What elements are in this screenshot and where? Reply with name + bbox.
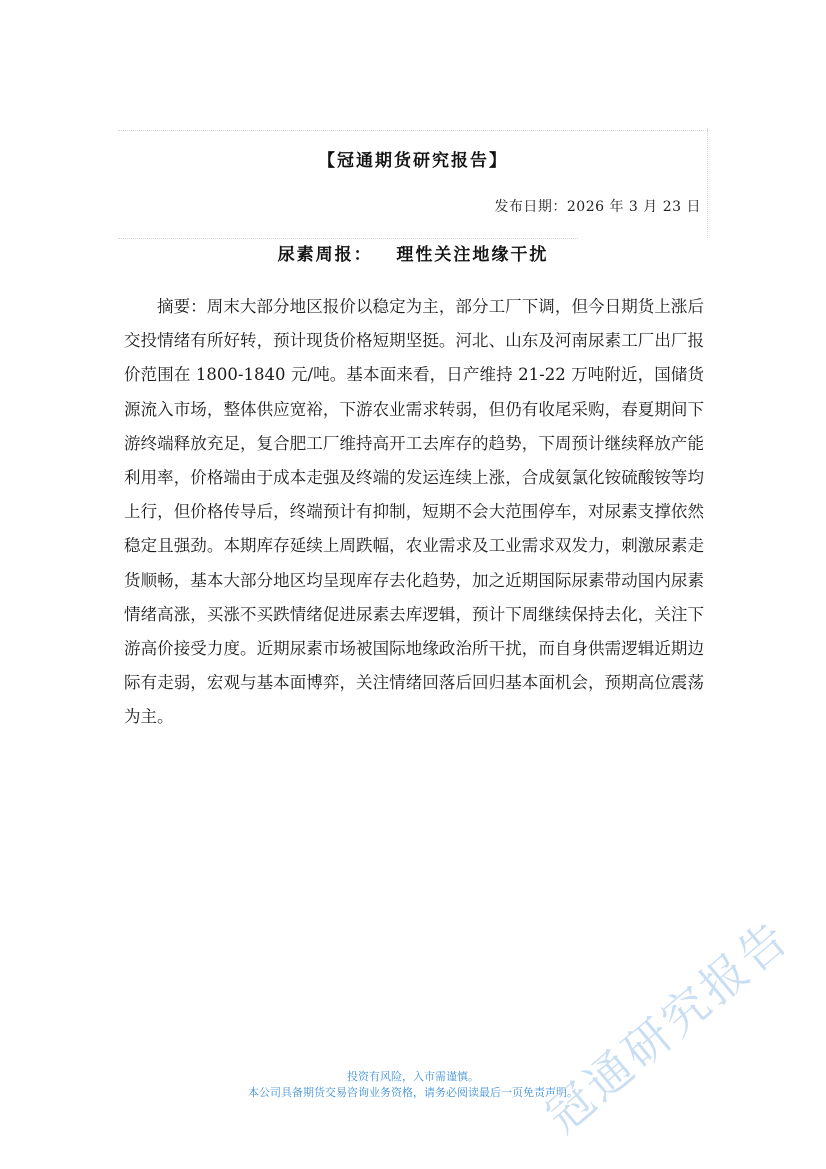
qualification-notice: 本公司具备期货交易咨询业务资格，请务必阅读最后一页免责声明。: [248, 1086, 578, 1099]
date-divider-line: [118, 238, 578, 239]
page-header-title: 【冠通期货研究报告】: [318, 151, 508, 171]
right-edge-line: [707, 128, 708, 238]
disclaimer-footer: [0, 1069, 826, 1101]
risk-warning: 投资有风险，入市需谨慎。: [347, 1070, 479, 1083]
watermark: 冠通研究报告: [535, 909, 801, 1144]
publish-date: 发布日期：2026 年 3 月 23 日: [494, 199, 701, 215]
report-abstract: 摘要：周末大部分地区报价以稳定为主，部分工厂下调，但今日期货上涨后交投情绪有所好转，预计现货价格短期坚挺。河北、山东及河南尿素工厂出厂报价范围在 1800-1840 元/吨。基本面来看，日产维持 21-22 万吨附近，国储货源流入市场，整体供应宽裕，下游农业需求转弱，但仍有收尾采购，春夏期间下游终端释放充足，复合肥工厂维持高开工去库存的趋势，下周预计继续释放产能利用率，价格端由于成本走强及终端的发运连续上涨，合成氨氯化铵硫酸铵等均上行，但价格传导后，终端预计有抑制，短期不会大范围停车，对尿素支撑依然稳定且强劲。本期库存延续上周跌幅，农业需求及工业需求双发力，刺激尿素走货顺畅，基本大部分地区均呈现库存去化趋势，加之近期国际尿素带动国内尿素情绪高涨，买涨不买跌情绪促进尿素去库逻辑，预计下周继续保持去化，关注下游高价接受力度。近期尿素市场被国际地缘政治所干扰，而自身供需逻辑近期边际有走弱，宏观与基本面博弈，关注情绪回落后回归基本面机会，预期高位震荡为主。: [124, 297, 704, 727]
report-title: 尿素周报： 理性关注地缘干扰: [277, 245, 549, 265]
top-divider-line: [118, 130, 708, 131]
